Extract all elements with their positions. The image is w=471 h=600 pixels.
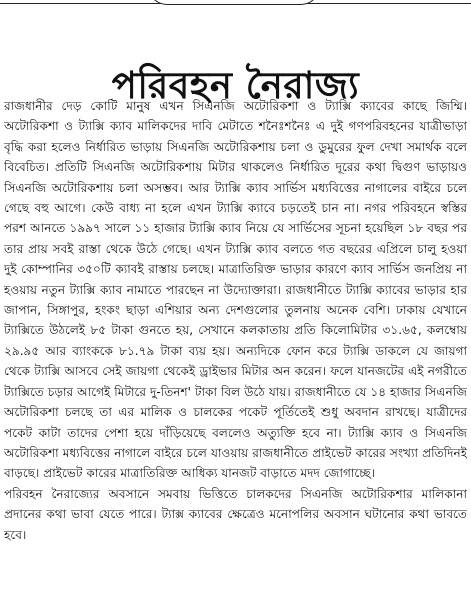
top-rule-notch [148,0,320,5]
article-paragraph-2: পরিবহন নৈরাজ্যের অবসানে সমবায় ভিত্তিতে চালকদের সিএনজি অটোরিকশার মালিকানা প্রদানের কথা ভাবা যেতে পারে। ট্যাক্স ক্যাবের ক্ষেত্রেও মনোপলির অবসান ঘটানোর কথা ভাবতে হবে। [4,486,467,542]
top-border-rule [0,0,471,6]
article-paragraph-1: রাজধানীর দেড় কোটি মানুষ এখন সিএনজি অটোরিকশা ও ট্যাক্সি ক্যাবের কাছে জিম্মি। অটোরিকশা ও ট্যাক্সি ক্যাব মালিকদের দাবি মেটাতে শনৈঃশনৈঃ এ দুই গণপরিবহনের যাত্রীভাড়া বৃদ্ধি করা হলেও নির্ধারিত ভাড়ায় সিএনজি অটোরিকশায় চলা ও ডুমুরের ফুল দেখা সমার্থক বলে বিবেচিত। প্রতিটি সিএনজি অটোরিকশায় মিটার থাকলেও নির্ধারিত দূরের কথা দ্বিগুণ ভাড়ায়ও সিএনজি অটোরিকশায় চলা অসম্ভব। আর ট্যাক্সি ক্যাব সার্ভিস মধ্যবিত্তের নাগালের বাইরে চলে গেছে বহু আগে। কেউ বাধ্য না হলে এখন ট্যাক্সি ক্যাবে চড়তেই চান না। নগর পরিবহনে স্বস্তির পরশ আনতে ১৯৯৭ সালে ১১ হাজার ট্যাক্সি ক্যাব নিয়ে যে সার্ভিসের সূচনা হয়েছিল ১৮ বছর পর তার প্রায় সবই রাস্তা থেকে উঠে গেছে। এখন ট্যাক্সি ক্যাব বলতে গত বছরের এপ্রিলে চালু হওয়া দুই কোম্পানির ৩৫০টি ক্যাবই রাস্তায় চলছে। মাত্রাতিরিক্ত ভাড়ার কারণে ক্যাব সার্ভিস জনপ্রিয় না হওয়ায় নতুন ট্যাক্সি ক্যাব নামাতে পারছেন না উদ্যোক্তারা। রাজধানীতে ট্যাক্সি ক্যাবের ভাড়ার হার জাপান, সিঙ্গাপুর, হংকং ছাড়া এশিয়ার অন্য দেশগুলোর তুলনায় অনেক বেশি। ঢাকায় যেখানে ট্যাক্সিতে উঠলেই ৮৫ টাকা গুনতে হয়, সেখানে কলকাতায় প্রতি কিলোমিটার ৩১.৬৫, কলম্বোয় ২৯.৯৫ আর ব্যাংককে ৮১.৭৯ টাকা ব্যয় হয়। অন্যদিকে ফোন করে ট্যাক্সি ডাকলে যে জায়গা থেকে ট্যাক্সি আসবে সেই জায়গা থেকেই ড্রাইভার মিটার অন করেন। ফলে যানজটের এই নগরীতে ট্যাক্সিতে চড়ার আগেই মিটারে দু-তিনশ' টাকা বিল উঠে যায়। রাজধানীতে যে ১৪ হাজার সিএনজি অটোরিকশা চলছে তা এর মালিক ও চালকের পকেট পূর্তিতেই শুধু অবদান রাখছে। যাত্রীদের পকেট কাটা তাদের পেশা হয়ে দাঁড়িয়েছে বললেও অত্যুক্তি হবে না। ট্যাক্সি ক্যাব ও সিএনজি অটোরিকশা মধ্যবিত্তের নাগালে বাইরে চলে যাওয়ায় রাজধানীতে প্রাইভেট কারের সংখ্যা প্রতিদিনই বাড়ছে। প্রাইভেট কারের মাত্রাতিরিক্ত আধিক্য যানজট বাড়াতে মদদ জোগাচ্ছে। [4,99,467,481]
article-headline: পরিবহন নৈরাজ্য [111,62,360,107]
article-body [4,96,467,600]
